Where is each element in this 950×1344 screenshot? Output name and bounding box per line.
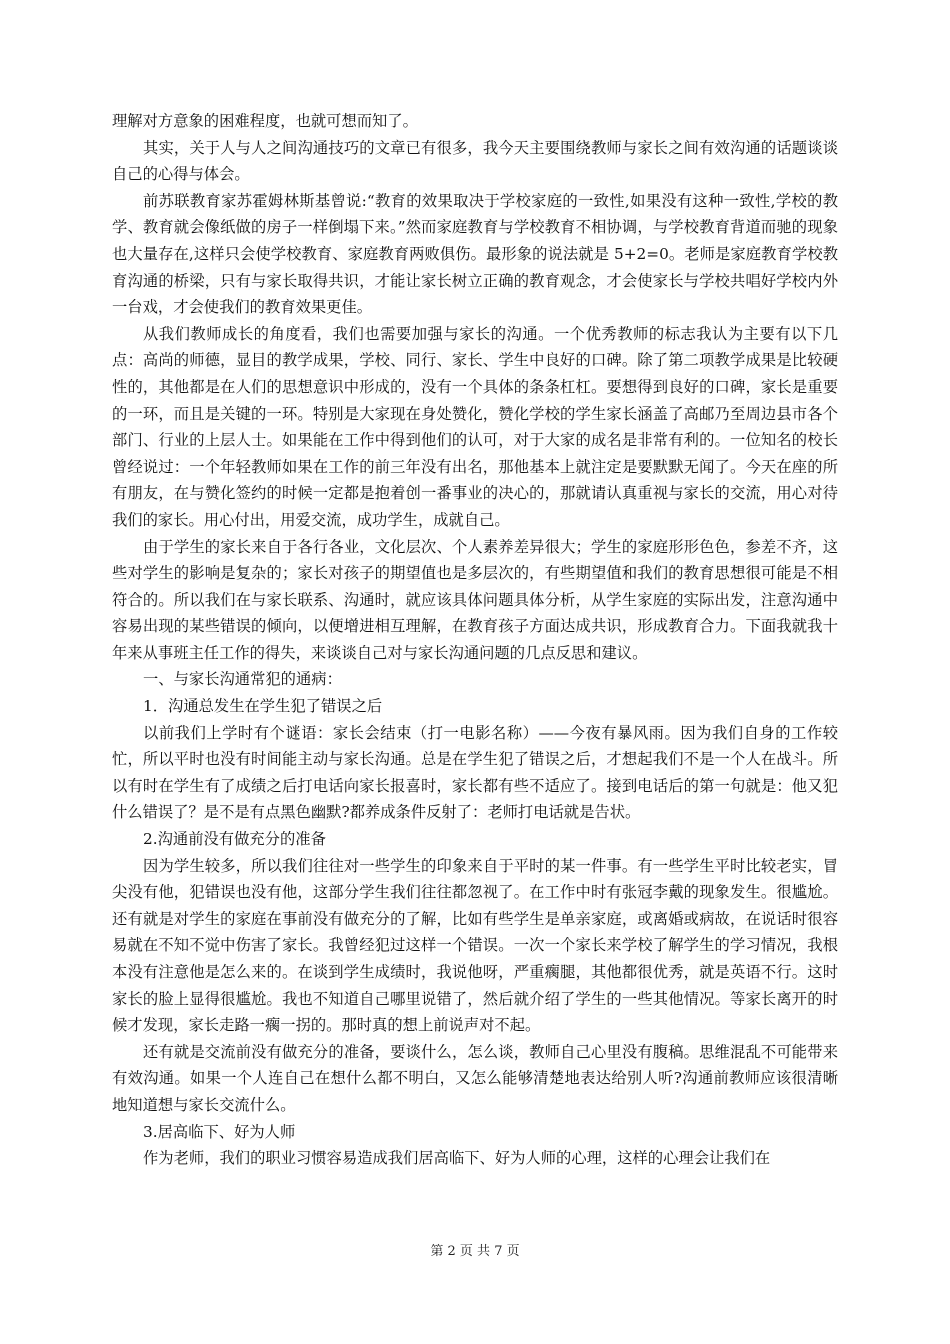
paragraph-1: 理解对方意象的困难程度，也就可想而知了。 bbox=[112, 112, 418, 130]
paragraph-9: 作为老师，我们的职业习惯容易造成我们居高临下、好为人师的心理，这样的心理会让我们在 bbox=[143, 1149, 771, 1168]
paragraph-2: 其实，关于人与人之间沟通技巧的文章已有很多，我今天主要围绕教师与家长之间有效沟通的话题谈谈自己的心得与体会。 bbox=[112, 138, 838, 184]
paragraph-6: 以前我们上学时有个谜语：家长会结束（打一电影名称）——今夜有暴风雨。因为我们自身的工作较忙，所以平时也没有时间能主动与家长沟通。总是在学生犯了错误之后，才想起我们不是一个人在战斗。所以有时在学生有了成绩之后打电话向家长报喜时，家长都有些不适应了。接到电话后的第一句就是：他又犯什么错误了？是不是有点黑色幽默?都养成条件反射了：老师打电话就是告状。 bbox=[112, 723, 838, 822]
subheading-2: 2.沟通前没有做充分的准备 bbox=[143, 830, 326, 849]
paragraph-3: 前苏联教育家苏霍姆林斯基曾说:“教育的效果取决于学校家庭的一致性,如果没有这种一致性,学校的教学、教育就会像纸做的房子一样倒塌下来。”然而家庭教育与学校教育不相协调，与学校教育背道而驰的现象也大量存在,这样只会使学校教育、家庭教育两败俱伤。最形象的说法就是 5+2=0。老师是家庭教育学校教育沟通的桥梁，只有与家长取得共识，才能让家长树立正确的教育观念，才会使家长与学校共唱好学校内外一台戏，才会使我们的教育效果更佳。 bbox=[112, 191, 838, 317]
section-heading-1: 一、与家长沟通常犯的通病： bbox=[143, 670, 342, 689]
page-number-footer: 第 2 页 共 7 页 bbox=[430, 1244, 520, 1259]
paragraph-7: 因为学生较多，所以我们往往对一些学生的印象来自于平时的某一件事。有一些学生平时比较老实，冒尖没有他，犯错误也没有他，这部分学生我们往往都忽视了。在工作中时有张冠李戴的现象发生。很尴尬。还有就是对学生的家庭在事前没有做充分的了解，比如有些学生是单亲家庭，或离婚或病故，在说话时很容易就在不知不觉中伤害了家长。我曾经犯过这样一个错误。一次一个家长来学校了解学生的学习情况，我根本没有注意他是怎么来的。在谈到学生成绩时，我说他呀，严重瘸腿，其他都很优秀，就是英语不行。这时家长的脸上显得很尴尬。我也不知道自己哪里说错了，然后就介绍了学生的一些其他情况。等家长离开的时候才发现，家长走路一瘸一拐的。那时真的想上前说声对不起。 bbox=[112, 856, 838, 1035]
subheading-3: 3.居高临下、好为人师 bbox=[143, 1122, 296, 1141]
paragraph-4: 从我们教师成长的角度看，我们也需要加强与家长的沟通。一个优秀教师的标志我认为主要有以下几点：高尚的师德，显目的教学成果，学校、同行、家长、学生中良好的口碑。除了第二项教学成果是比较硬性的，其他都是在人们的思想意识中形成的，没有一个具体的条条杠杠。要想得到良好的口碑，家长是重要的一环，而且是关键的一环。特别是大家现在身处赞化，赞化学校的学生家长涵盖了高邮乃至周边县市各个部门、行业的上层人士。如果能在工作中得到他们的认可，对于大家的成名是非常有利的。一位知名的校长曾经说过：一个年轻教师如果在工作的前三年没有出名，那他基本上就注定是要默默无闻了。今天在座的所有朋友，在与赞化签约的时候一定都是抱着创一番事业的决心的，那就请认真重视与家长的交流，用心对待我们的家长。用心付出，用爱交流，成功学生，成就自己。 bbox=[112, 324, 838, 529]
subheading-1: 1．沟通总发生在学生犯了错误之后 bbox=[143, 697, 383, 716]
document-body bbox=[112, 108, 838, 1172]
paragraph-5: 由于学生的家长来自于各行各业，文化层次、个人素养差异很大；学生的家庭形形色色，参差不齐，这些对学生的影响是复杂的；家长对孩子的期望值也是多层次的，有些期望值和我们的教育思想很可能是不相符合的。所以我们在与家长联系、沟通时，就应该具体问题具体分析，从学生家庭的实际出发，注意沟通中容易出现的某些错误的倾向，以便增进相互理解，在教育孩子方面达成共识，形成教育合力。下面我就我十年来从事班主任工作的得失，来谈谈自己对与家长沟通问题的几点反思和建议。 bbox=[112, 537, 838, 662]
paragraph-8: 还有就是交流前没有做充分的准备，要谈什么，怎么谈，教师自己心里没有腹稿。思维混乱不可能带来有效沟通。如果一个人连自己在想什么都不明白，又怎么能够清楚地表达给别人听?沟通前教师应该很清晰地知道想与家长交流什么。 bbox=[112, 1042, 838, 1114]
